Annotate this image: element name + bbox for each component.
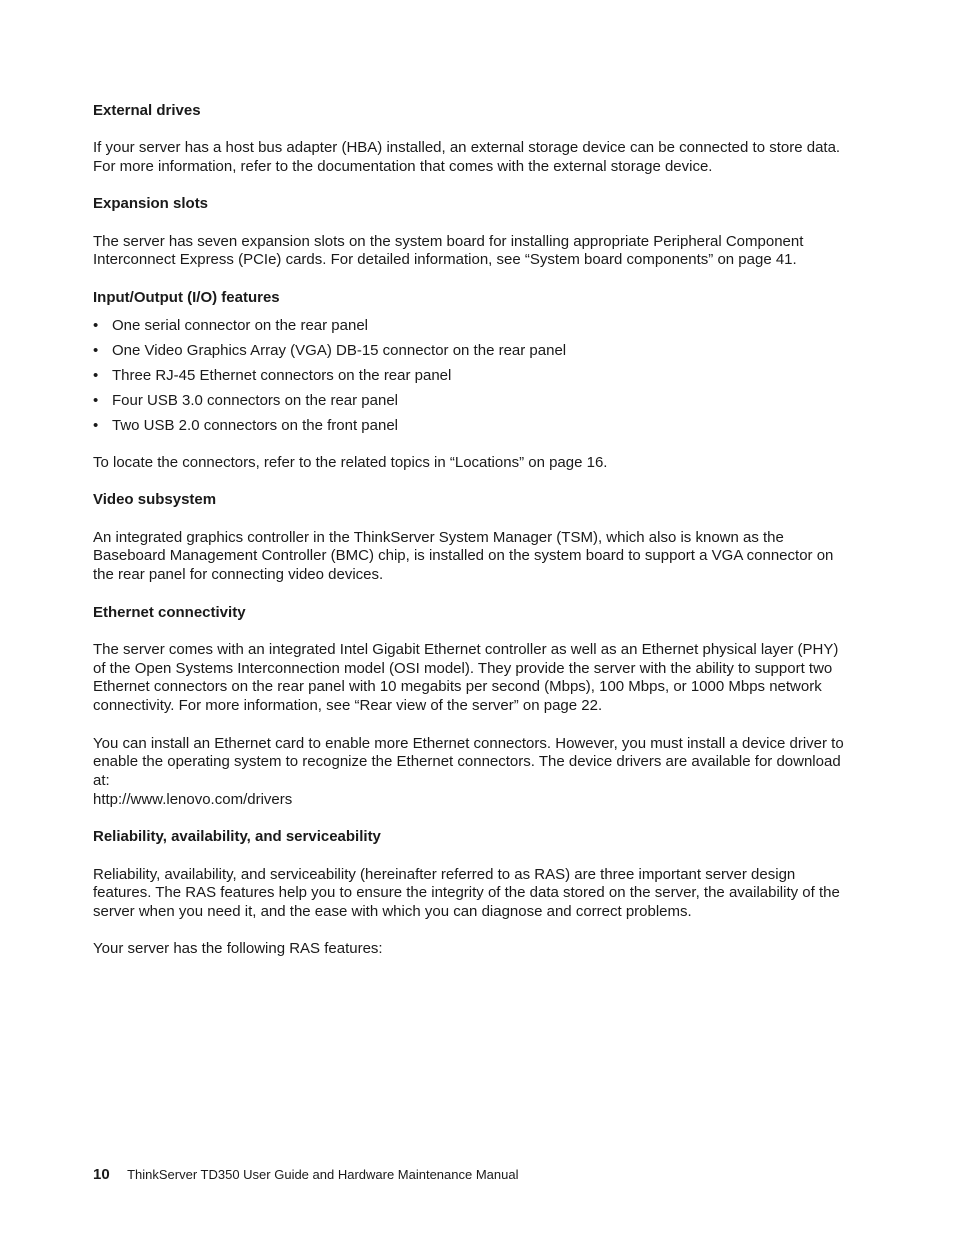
io-features-list — [93, 317, 853, 436]
list-item: • One Video Graphics Array (VGA) DB-15 connector on the rear panel — [93, 342, 853, 361]
paragraph-io-note: To locate the connectors, refer to the related topics in “Locations” on page 16. — [93, 454, 608, 472]
heading-ethernet: Ethernet connectivity — [93, 603, 246, 621]
paragraph-external-drives: If your server has a host bus adapter (HBA) installed, an external storage device can be connected to store data. For more information, refer to the documentation that comes with the external storage device. — [93, 139, 841, 176]
paragraph-video-subsystem: An integrated graphics controller in the ThinkServer System Manager (TSM), which also is known as the Baseboard Management Controller (BMC) chip, is installed on the system board to support a VGA connector on the rear panel for connecting video devices. — [93, 528, 834, 584]
drivers-url: http://www.lenovo.com/drivers — [93, 790, 293, 808]
paragraph-ethernet-2: You can install an Ethernet card to enable more Ethernet connectors. However, you must install a device driver to enable the operating system to recognize the Ethernet connectors. The device drivers are available for download at: — [93, 734, 844, 790]
heading-ras: Reliability, availability, and serviceability — [93, 828, 381, 846]
heading-io-features: Input/Output (I/O) features — [93, 288, 280, 306]
paragraph-ras-1: Reliability, availability, and serviceability (hereinafter referred to as RAS) are three important server design features. The RAS features help you to ensure the integrity of the data stored on the server, the availability of the server when you need it, and the ease with which you can diagnose and correct problems. — [93, 865, 840, 921]
list-item: • Three RJ-45 Ethernet connectors on the rear panel — [93, 367, 853, 386]
list-item: • Four USB 3.0 connectors on the rear panel — [93, 392, 853, 411]
page-footer — [93, 1165, 518, 1185]
heading-expansion-slots: Expansion slots — [93, 195, 209, 213]
list-item: • One serial connector on the rear panel — [93, 317, 853, 336]
page-number: 10 — [93, 1166, 110, 1183]
heading-external-drives: External drives — [93, 102, 201, 119]
heading-video-subsystem: Video subsystem — [93, 491, 217, 509]
footer-title: ThinkServer TD350 User Guide and Hardware Maintenance Manual — [127, 1167, 519, 1182]
document-body — [93, 102, 853, 959]
paragraph-ethernet-1: The server comes with an integrated Intel Gigabit Ethernet controller as well as an Ethernet physical layer (PHY) of the Open Systems Interconnection model (OSI model). They provide the server with the ability to support two Ethernet connectors on the rear panel with 10 megabits per second (Mbps), 100 Mbps, or 1000 Mbps network connectivity. For more information, see “Rear view of the server” on page 22. — [93, 640, 839, 715]
paragraph-expansion-slots: The server has seven expansion slots on the system board for installing appropriate Peripheral Component Interconnect Express (PCIe) cards. For detailed information, see “System board components” on page 41. — [93, 232, 804, 269]
paragraph-ras-2: Your server has the following RAS features: — [93, 940, 383, 958]
list-item: • Two USB 2.0 connectors on the front panel — [93, 417, 853, 436]
